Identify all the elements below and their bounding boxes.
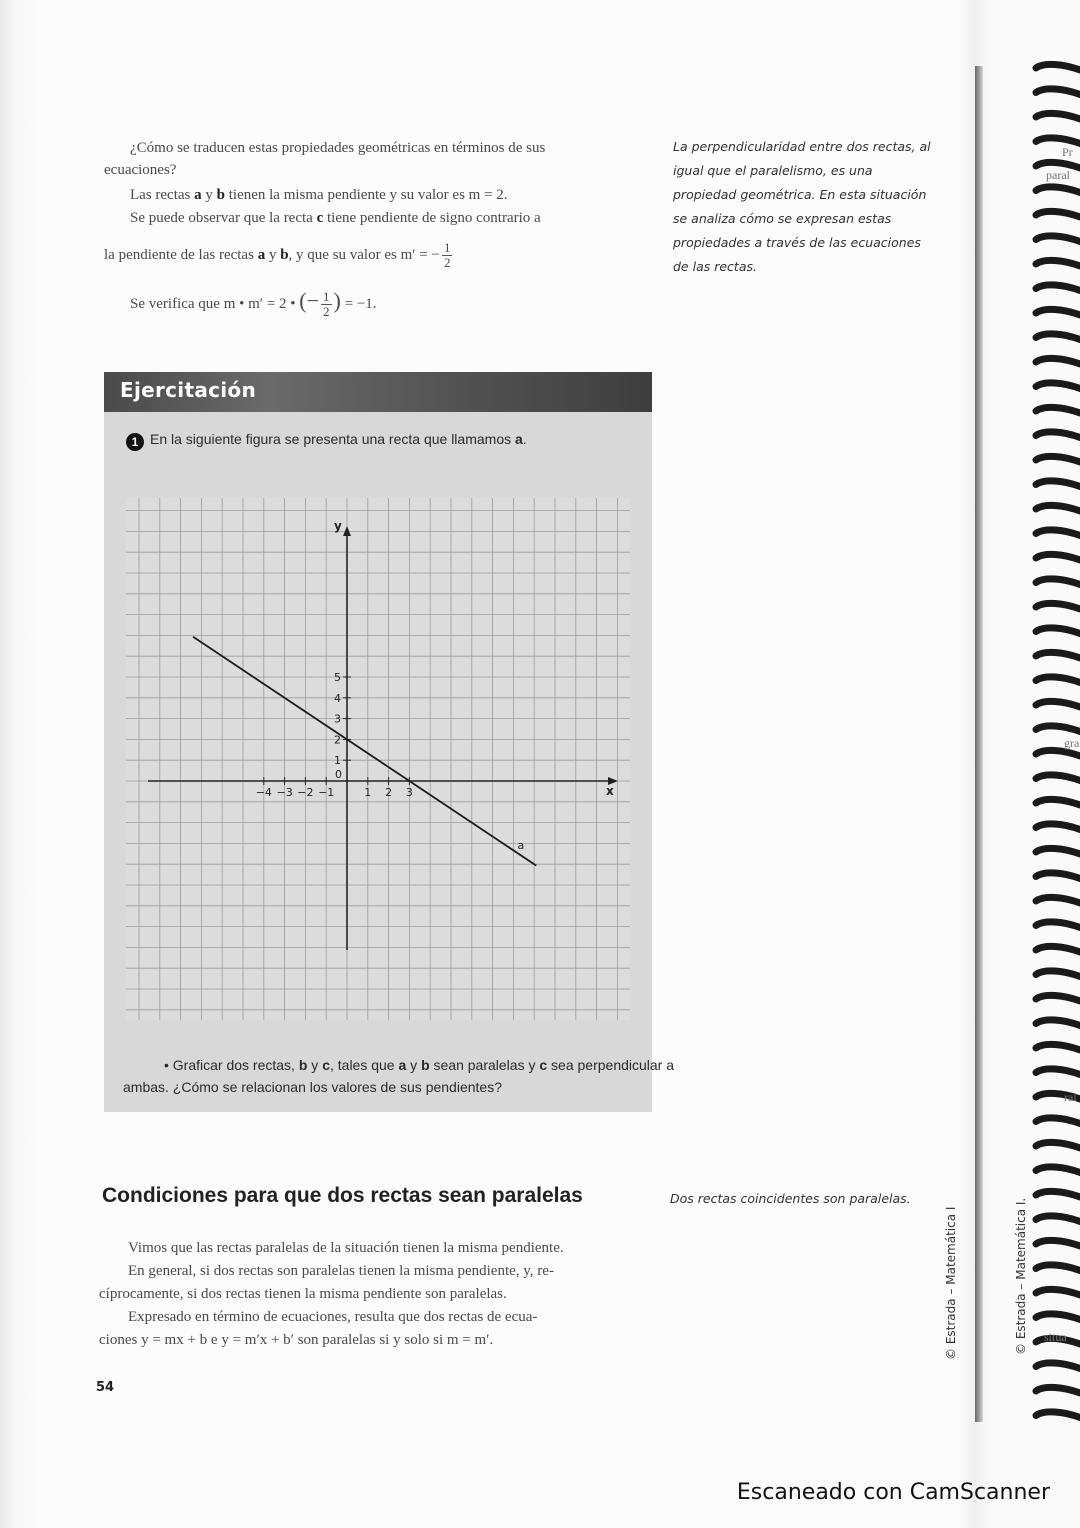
exercise-statement: 1 En la siguiente figura se presenta una recta que llamamos a. (126, 428, 527, 451)
spiral-coil (1036, 113, 1080, 119)
spiral-coil (1036, 1289, 1080, 1295)
fraction-one-half: $\frac{1}{2}$ (443, 240, 451, 270)
spiral-coil (1036, 309, 1080, 315)
intro-line-1b: ecuaciones? (104, 162, 177, 178)
page-number: 54 (96, 1380, 115, 1395)
section-paragraph-2b: cíprocamente, si dos rectas tienen la misma pendiente son paralelas. (99, 1286, 507, 1302)
fragment-paral: paral (1046, 168, 1070, 182)
spiral-coil (1036, 897, 1080, 903)
copyright-vertical-1: © Estrada – Matemática I (944, 1206, 958, 1360)
spiral-coil (1036, 726, 1080, 732)
exercise-task-line-2: ambas. ¿Cómo se relacionan los valores de sus pendientes? (123, 1079, 502, 1095)
exercise-number-badge: 1 (126, 433, 144, 451)
spiral-coil (1036, 236, 1080, 242)
x-axis-label: x (606, 784, 614, 798)
spiral-coil (1036, 383, 1080, 389)
fragment-pr: Pr (1062, 145, 1073, 159)
spiral-coil (1036, 334, 1080, 340)
spiral-coil (1036, 554, 1080, 560)
spiral-coil (1036, 260, 1080, 266)
fragment-situa: situa (1044, 1330, 1067, 1344)
spiral-coil (1036, 603, 1080, 609)
spiral-coil (1036, 138, 1080, 144)
spiral-coil (1036, 1265, 1080, 1271)
y-tick-label: 3 (334, 712, 341, 726)
spiral-coil (1036, 1216, 1080, 1222)
spiral-coil (1036, 873, 1080, 879)
scanner-footer: Escaneado con CamScanner (736, 1480, 1050, 1505)
copyright-vertical-2: © Estrada – Matemática I. (1014, 1197, 1028, 1355)
spiral-coil (1036, 652, 1080, 658)
spiral-coil (1036, 1118, 1080, 1124)
spiral-coil (1036, 432, 1080, 438)
fragment-gra: gra (1064, 736, 1080, 750)
spiral-coil (1036, 456, 1080, 462)
coordinate-graph (104, 470, 652, 1040)
y-tick-label: 4 (334, 691, 341, 705)
x-tick-label: −1 (318, 786, 335, 799)
x-tick-label: 1 (364, 786, 372, 799)
sidenote-perpendicularity: La perpendicularidad entre dos rectas, al igual que el paralelismo, es una propiedad geométrica. En esta situación se analiza cómo se expresan estas propiedades a través de las ecuaciones de las rectas. (673, 139, 931, 274)
intro-line-4: la pendiente de las rectas a y b, y que su valor es m′ = − $\frac{1}{2}$ (104, 240, 451, 270)
intro-line-5: Se verifica que m • m′ = 2 • (− $\frac{1}{2}$ ) = −1. (130, 288, 377, 320)
spiral-coil (1036, 1191, 1080, 1197)
spiral-coil (1036, 1412, 1080, 1418)
spiral-coil (1036, 358, 1080, 364)
section-title: Condiciones para que dos rectas sean paralelas (102, 1184, 583, 1207)
spiral-coil (1036, 1044, 1080, 1050)
spiral-coil (1036, 1142, 1080, 1148)
fragment-ral: ral (1064, 1090, 1077, 1104)
spiral-coil (1036, 628, 1080, 634)
spiral-coil (1036, 285, 1080, 291)
spiral-coil (1036, 187, 1080, 193)
x-tick-label: 2 (385, 786, 393, 799)
section-paragraph-3b: ciones y = mx + b e y = m′x + b′ son paralelas si y solo si m = m′. (99, 1332, 494, 1348)
spiral-coil (1036, 530, 1080, 536)
intro-line-3: Se puede observar que la recta c tiene pendiente de signo contrario a (130, 210, 541, 226)
spiral-coil (1036, 946, 1080, 952)
section-paragraph-2a: En general, si dos rectas son paralelas tienen la misma pendiente, y, re- (128, 1263, 554, 1279)
line-a-label: a (517, 839, 525, 853)
spiral-coil (1036, 505, 1080, 511)
spiral-coil (1036, 677, 1080, 683)
spiral-coil (1036, 848, 1080, 854)
spiral-coil (1036, 1314, 1080, 1320)
spiral-coil (1036, 1387, 1080, 1393)
spiral-coil (1036, 775, 1080, 781)
x-tick-label: −2 (297, 786, 314, 799)
spiral-coil (1036, 481, 1080, 487)
spiral-coil (1036, 1167, 1080, 1173)
spiral-coil (1036, 1363, 1080, 1369)
spiral-coil (1036, 89, 1080, 95)
spiral-coil (1036, 1069, 1080, 1075)
spiral-coil (1036, 579, 1080, 585)
spiral-coil (1036, 1240, 1080, 1246)
page-spine (975, 66, 983, 1422)
x-tick-label: 3 (405, 786, 413, 799)
spiral-coil (1036, 750, 1080, 756)
spiral-coil (1036, 701, 1080, 707)
exercise-title: Ejercitación (120, 378, 257, 402)
spiral-coil (1036, 971, 1080, 977)
spiral-coil (1036, 995, 1080, 1001)
exercise-task-line-1: • Graficar dos rectas, b y c, tales que a y b sean paralelas y c sea perpendicular a (164, 1057, 675, 1073)
spiral-coil (1036, 799, 1080, 805)
intro-line-1: ¿Cómo se traducen estas propiedades geométricas en términos de sus (130, 140, 546, 156)
y-axis-label: y (334, 519, 342, 533)
section-paragraph-3a: Expresado en término de ecuaciones, resulta que dos rectas de ecua- (128, 1309, 538, 1325)
intro-line-2: Las rectas a y b tienen la misma pendiente y su valor es m = 2. (130, 187, 508, 203)
spiral-coil (1036, 1020, 1080, 1026)
x-tick-label: −4 (255, 786, 272, 799)
origin-label: 0 (335, 768, 342, 781)
y-tick-label: 2 (334, 733, 341, 747)
x-tick-label: −3 (276, 786, 293, 799)
sidenote-coincident: Dos rectas coincidentes son paralelas. (670, 1191, 911, 1206)
spiral-coil (1036, 211, 1080, 217)
section-paragraph-1: Vimos que las rectas paralelas de la situación tienen la misma pendiente. (128, 1240, 564, 1256)
spiral-coil (1036, 922, 1080, 928)
y-tick-label: 5 (334, 671, 341, 684)
spiral-coil (1036, 407, 1080, 413)
y-tick-label: 1 (334, 754, 341, 768)
spiral-coil (1036, 64, 1080, 70)
spiral-coil (1036, 824, 1080, 830)
fraction-one-half-2: $\frac{1}{2}$ (323, 289, 330, 320)
